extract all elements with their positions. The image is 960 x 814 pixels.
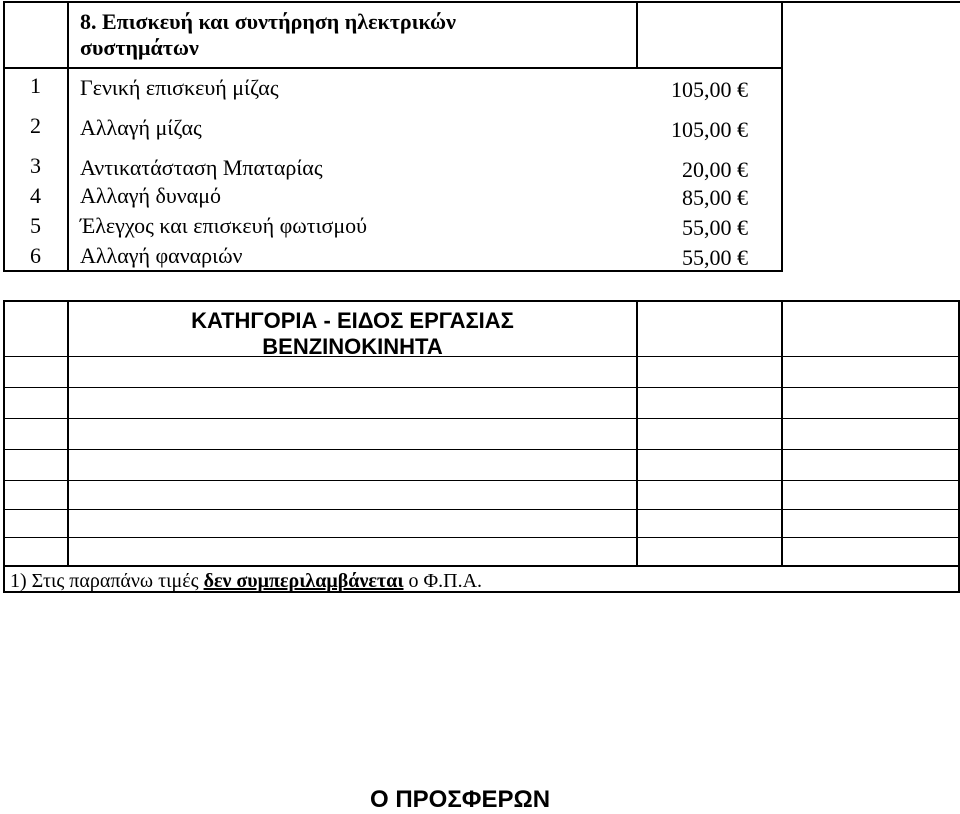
table-col-divider	[636, 300, 638, 566]
row-description: Αλλαγή φαναριών	[80, 243, 243, 268]
row-number: 2	[30, 113, 41, 138]
row-description: Αλλαγή δυναμό	[80, 183, 222, 208]
table-row-divider	[3, 565, 960, 567]
table-border-right	[781, 1, 783, 272]
vat-note-emphasis: δεν συμπεριλαμβάνεται	[203, 570, 404, 592]
vat-note	[10, 570, 482, 592]
section-header: 8. Επισκευή και συντήρηση ηλεκτρικών	[80, 9, 456, 34]
vat-note-suffix: ο Φ.Π.Α.	[403, 570, 483, 592]
row-number: 5	[30, 213, 41, 238]
row-number: 3	[30, 153, 41, 178]
row-number: 6	[30, 243, 41, 268]
row-price: 105,00 €	[671, 117, 748, 142]
page-border-top	[781, 1, 960, 3]
vat-note-prefix: 1) Στις παραπάνω τιμές	[10, 570, 204, 592]
row-description: Αλλαγή μίζας	[80, 115, 202, 140]
table-border-left	[3, 1, 5, 272]
row-description: Έλεγχος και επισκευή φωτισμού	[80, 213, 368, 238]
section-header-line2: συστημάτων	[80, 35, 199, 60]
row-description: Γενική επισκευή μίζας	[80, 75, 279, 100]
table-row-divider	[3, 418, 960, 419]
row-price: 55,00 €	[682, 245, 748, 270]
table-border-bottom	[3, 270, 783, 272]
row-price: 85,00 €	[682, 185, 748, 210]
row-description: Αντικατάσταση Μπαταρίας	[80, 155, 323, 180]
row-number: 1	[30, 73, 41, 98]
table-col-divider	[636, 1, 638, 67]
table-col-divider	[781, 300, 783, 566]
table-border-top	[3, 1, 783, 3]
table-row-divider	[3, 67, 783, 69]
table-col-divider	[67, 1, 69, 272]
row-price: 55,00 €	[682, 215, 748, 240]
row-price: 105,00 €	[671, 77, 748, 102]
table-row-divider	[3, 387, 960, 388]
table-row-divider	[3, 449, 960, 450]
category-heading: ΚΑΤΗΓΟΡΙΑ - ΕΙΔΟΣ ΕΡΓΑΣΙΑΣ	[191, 308, 514, 333]
category-subheading: ΒΕΝΖΙΝΟΚΙΝΗΤΑ	[262, 334, 443, 359]
note-border-left	[3, 565, 5, 592]
table-row-divider	[3, 537, 960, 538]
signature-label: Ο ΠΡΟΣΦΕΡΩΝ	[370, 786, 551, 813]
table-border-top	[3, 300, 960, 302]
table-border-left	[3, 300, 5, 566]
table-row-divider	[3, 480, 960, 481]
row-price: 20,00 €	[682, 157, 748, 182]
row-number: 4	[30, 183, 41, 208]
table-row-divider	[3, 509, 960, 510]
